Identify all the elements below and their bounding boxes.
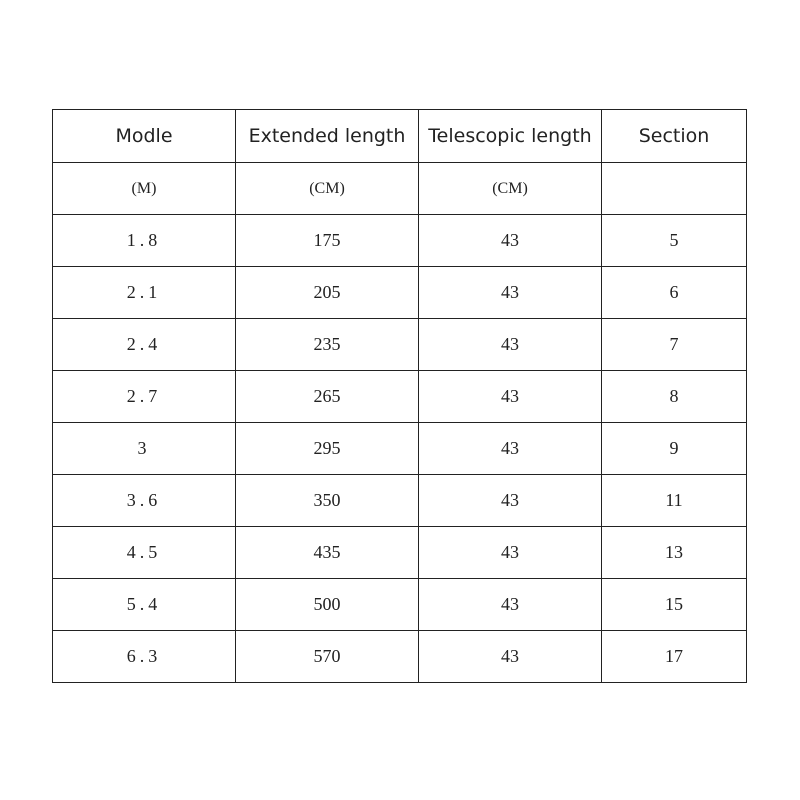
model-cell: 4.5 <box>53 527 236 579</box>
model-cell: 3.6 <box>53 475 236 527</box>
section-cell: 6 <box>602 267 747 319</box>
section-cell: 9 <box>602 423 747 475</box>
telescopic-length-cell: 43 <box>419 371 602 423</box>
telescopic-length-cell: 43 <box>419 423 602 475</box>
model-cell: 6.3 <box>53 631 236 683</box>
table-row <box>53 631 747 683</box>
unit-extended-length: (CM) <box>236 163 419 215</box>
unit-model: (M) <box>53 163 236 215</box>
telescopic-length-cell: 43 <box>419 579 602 631</box>
telescopic-length-cell: 43 <box>419 267 602 319</box>
extended-length-cell: 435 <box>236 527 419 579</box>
extended-length-cell: 265 <box>236 371 419 423</box>
extended-length-cell: 205 <box>236 267 419 319</box>
model-cell: 3 <box>53 423 236 475</box>
model-cell: 2.1 <box>53 267 236 319</box>
unit-telescopic-length: (CM) <box>419 163 602 215</box>
section-cell: 13 <box>602 527 747 579</box>
extended-length-cell: 295 <box>236 423 419 475</box>
header-model: Modle <box>53 110 236 163</box>
unit-section <box>602 163 747 215</box>
table-row <box>53 527 747 579</box>
header-row <box>53 110 747 163</box>
table-row <box>53 215 747 267</box>
model-cell: 2.4 <box>53 319 236 371</box>
telescopic-length-cell: 43 <box>419 527 602 579</box>
table-row <box>53 423 747 475</box>
telescopic-length-cell: 43 <box>419 319 602 371</box>
header-telescopic-length: Telescopic length <box>419 110 602 163</box>
extended-length-cell: 175 <box>236 215 419 267</box>
extended-length-cell: 500 <box>236 579 419 631</box>
telescopic-length-cell: 43 <box>419 631 602 683</box>
section-cell: 7 <box>602 319 747 371</box>
table-row <box>53 579 747 631</box>
header-extended-length: Extended length <box>236 110 419 163</box>
spec-table <box>52 109 747 683</box>
model-cell: 2.7 <box>53 371 236 423</box>
telescopic-length-cell: 43 <box>419 475 602 527</box>
extended-length-cell: 350 <box>236 475 419 527</box>
model-cell: 1.8 <box>53 215 236 267</box>
table-row <box>53 267 747 319</box>
table-row <box>53 371 747 423</box>
table-row <box>53 319 747 371</box>
section-cell: 8 <box>602 371 747 423</box>
table-row <box>53 475 747 527</box>
model-cell: 5.4 <box>53 579 236 631</box>
unit-row <box>53 163 747 215</box>
section-cell: 15 <box>602 579 747 631</box>
section-cell: 11 <box>602 475 747 527</box>
extended-length-cell: 235 <box>236 319 419 371</box>
extended-length-cell: 570 <box>236 631 419 683</box>
telescopic-length-cell: 43 <box>419 215 602 267</box>
section-cell: 17 <box>602 631 747 683</box>
section-cell: 5 <box>602 215 747 267</box>
header-section: Section <box>602 110 747 163</box>
